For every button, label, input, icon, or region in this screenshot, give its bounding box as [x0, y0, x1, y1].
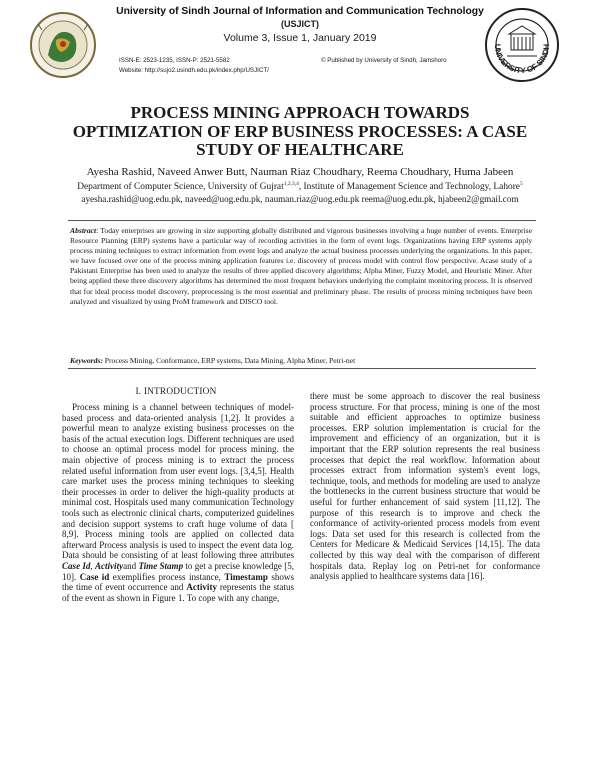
- issn: ISSN-E: 2523-1235, ISSN-P: 2521-5582: [119, 57, 230, 64]
- intro-right-column: there must be some approach to discover the real business process structure. For that process, mining is one of the most suitable and efficient approaches to optimize business processes. ERP solution implementation is crucial for the improvement and efficiency of an organization, but it is important that the ERP solution represents the real business processes that depict the real workflow. Information about processes extract from information system's event logs, technique, tools, and methods for modeling are used to analyze the bottlenecks in the current business structure that would be useful for further enhancement of said system [11,12]. The purpose of this research is to improve and check the conformance of activity-oriented process models from event logs. Data set used for this research is collected from the Centers for Medicare & Medicaid Services [14,15]. The data collected by this way deal with the comparison of different hospitals data. Replay log on Petri-net for conformance analysis applied to healthcare systems data [16].: [310, 391, 540, 582]
- paragraph-text: to get a precise knowledge [5, 10].: [62, 560, 294, 582]
- university-seal-right: [483, 6, 561, 84]
- keywords: [70, 356, 532, 366]
- abstract-label: Abstract: [70, 226, 97, 235]
- title-line: PROCESS MINING APPROACH TOWARDS: [130, 103, 470, 122]
- keywords-label: Keywords:: [70, 356, 103, 365]
- journal-title: University of Sindh Journal of Information and Communication Technology: [116, 6, 484, 17]
- title-line: OPTIMIZATION OF ERP BUSINESS PROCESSES: A CASE: [72, 121, 528, 141]
- author-emails[interactable]: ayesha.rashid@uog.edu.pk, naveed@uog.edu.pk, nauman.riaz@uog.edu.pk reema@uog.edu.pk, hjabeen2@gmail.com: [81, 194, 519, 204]
- affiliation-1-marks: 1,2,3,4: [283, 181, 299, 187]
- journal-website[interactable]: Website: http://sujo2.usindh.edu.pk/index.php/USJICT/: [119, 67, 269, 74]
- journal-abbreviation: (USJICT): [281, 19, 319, 29]
- abstract-top-rule: [68, 220, 536, 221]
- intro-left-column: [62, 402, 294, 603]
- term-case-id: Case id: [79, 571, 110, 582]
- affiliations: [50, 181, 550, 192]
- volume-issue: Volume 3, Issue 1, January 2019: [223, 32, 377, 44]
- affiliation-1: Department of Computer Science, University of Gujrat: [77, 182, 284, 193]
- term-activity: Activity: [186, 582, 217, 593]
- separator: and: [123, 560, 139, 571]
- attribute-time-stamp: Time Stamp: [138, 560, 184, 571]
- paper-title: [60, 104, 540, 160]
- separator: ,: [90, 560, 95, 571]
- attribute-activity: Activity: [94, 560, 124, 571]
- author-list: Ayesha Rashid, Naveed Anwer Butt, Nauman Riaz Choudhary, Reema Choudhary, Huma Jabeen: [86, 166, 514, 178]
- publisher-notice: © Published by University of Sindh, Jamshoro: [321, 57, 447, 64]
- abstract-text: : Today enterprises are growing in size supporting globally distributed and vigorous businesses involving a huge number of events. Enterprise Resource Planning (ERP) systems have a particular way of recording activities in the form of event logs. Organizations having ERP systems apply process mining techniques to extract information from event logs and analyze the actual business processes underlying the organizations. In this paper, we have focused over one of the process mining application features i.e. discovery of process model with control flow perspective. Acase study of a Pakistani Enterprise has been used to analyze the results of three applied discovery algorithms; Alpha Miner, Fuzzy Model, and Heuristic Miner. After being applied these three discovery algorithms has determined the most frequent behaviors underlying the complaint monitoring process. It is observed that for ideal process model discovery, preprocessing is the most essential and preliminary phase. The results of process mining techniques have been analyzed and visualized by using ProM framework and DISCO tool.: [70, 226, 532, 306]
- journal-logo-left: [28, 10, 98, 80]
- attribute-case-id: Case Id: [62, 560, 91, 571]
- term-timestamp: Timestamp: [224, 571, 268, 582]
- section-heading: I. INTRODUCTION: [135, 387, 217, 397]
- paragraph-text: represents the status of the event as shown in Figure 1. To cope with any change,: [62, 582, 294, 603]
- abstract: [70, 226, 532, 307]
- abstract-bottom-rule: [68, 368, 536, 369]
- affiliation-2: , Institute of Management Science and Technology, Lahore: [298, 182, 520, 193]
- paragraph-text: Process mining is a channel between techniques of model-based process and data-oriented analysis [1,2]. It provides a powerful mean to analyze existing business processes on the basis of the actual execution logs. Different techniques are used to choose an optimal process model for process mining. the main objective of process mining is to extract the process related useful information from user event logs. [3,4,5]. Health care market uses the process mining techniques to sleeking their processes in order to deliver the high-quality products at minimal cost. Hospitals used many communication Technology tools such as electronic clinical charts, computerized guidelines and decision support systems to craft huge volume of data [ 8,9]. Process mining tools are applied on collected data afterward Process analysis is used to inspect the event data log. Data should be consisting of at least following three attributes: [62, 402, 294, 561]
- seal-lettering: UNIVERSITY OF SINDH: [492, 43, 552, 76]
- paragraph-text: exemplifies process instance,: [109, 571, 225, 582]
- title-line: STUDY OF HEALTHCARE: [196, 140, 404, 159]
- paragraph-text: shows the time of event occurrence and: [62, 571, 294, 593]
- affiliation-2-mark: 5: [519, 181, 523, 187]
- keywords-text: Process Mining, Conformance, ERP systems, Data Mining, Alpha Miner, Petri-net: [102, 356, 356, 365]
